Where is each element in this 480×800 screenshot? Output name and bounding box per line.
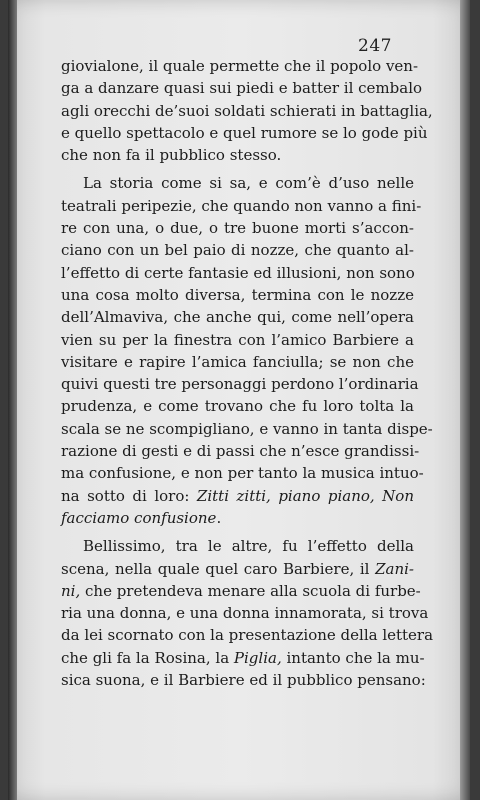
text-line xyxy=(61,647,425,669)
text-line xyxy=(61,507,414,529)
text-segment: agli orecchi de’suoi soldati schierati in battaglia, xyxy=(61,101,433,120)
page-gutter-shadow xyxy=(8,0,17,800)
text-segment: razione di gesti e di passi che n’esce grandissi- xyxy=(61,442,420,461)
text-segment: re con una, o due, o tre buone morti s’accon- xyxy=(61,219,414,238)
text-segment: da lei scornato con la presentazione della lettera xyxy=(61,626,434,645)
text-segment: che non fa il pubblico stesso. xyxy=(61,146,282,165)
text-line xyxy=(61,373,419,395)
text-line xyxy=(61,77,423,99)
paragraph xyxy=(61,535,434,691)
italic-text: Piglia, xyxy=(233,648,282,667)
text-segment: La storia come si sa, e com’è d’uso nelle xyxy=(83,174,414,193)
text-line xyxy=(61,580,421,602)
text-segment: . xyxy=(216,508,222,527)
text-segment: Bellissimo, tra le altre, fu l’effetto della xyxy=(83,537,414,556)
text-segment: prudenza, e come trovano che fu loro tolta la xyxy=(61,397,414,416)
page-edge-shadow xyxy=(460,0,470,800)
book-page xyxy=(8,0,470,800)
paragraph xyxy=(61,172,433,529)
text-segment: vien su per la finestra con l’amico Barbiere a xyxy=(61,330,414,349)
text-segment: che pretendeva menare alla scuola di furbe- xyxy=(80,581,421,600)
text-segment: na sotto di loro: xyxy=(61,486,197,505)
text-segment: teatrali peripezie, che quando non vanno a fini- xyxy=(61,196,422,215)
italic-text: Zani- xyxy=(375,559,414,578)
text-line xyxy=(61,329,414,351)
text-line xyxy=(61,144,414,166)
text-segment: ria una donna, e una donna innamorata, si trova xyxy=(61,604,429,623)
text-line xyxy=(61,172,414,194)
italic-text: Zitti zitti, piano piano, Non xyxy=(196,486,414,505)
text-line xyxy=(61,485,414,507)
text-line xyxy=(61,100,433,122)
text-line xyxy=(61,351,414,373)
text-segment: ciano con un bel paio di nozze, che quanto al- xyxy=(61,241,414,260)
page-number: 247 xyxy=(358,36,392,56)
text-segment: e quello spettacolo e quel rumore se lo gode più xyxy=(61,123,428,142)
text-segment: una cosa molto diversa, termina con le nozze xyxy=(61,285,414,304)
text-line xyxy=(61,195,422,217)
text-line xyxy=(61,55,419,77)
text-line xyxy=(61,217,414,239)
text-line xyxy=(61,462,424,484)
text-line xyxy=(61,624,434,646)
text-line xyxy=(61,395,414,417)
text-line xyxy=(61,558,414,580)
text-segment: ga a danzare quasi sui piedi e batter il cembalo xyxy=(61,79,423,98)
text-segment: quivi questi tre personaggi perdono l’ordinaria xyxy=(61,375,419,394)
text-segment: ma confusione, e non per tanto la musica intuo- xyxy=(61,464,424,483)
text-line xyxy=(61,306,414,328)
text-line xyxy=(61,602,429,624)
text-line xyxy=(61,262,414,284)
text-segment: dell’Almaviva, che anche qui, come nell’opera xyxy=(61,308,414,327)
text-line xyxy=(61,440,420,462)
text-line xyxy=(61,535,414,557)
text-segment: l’effetto di certe fantasie ed illusioni, non sono xyxy=(61,263,415,282)
paragraph xyxy=(61,55,433,166)
text-segment: sica suona, e il Barbiere ed il pubblico pensano: xyxy=(61,671,426,690)
text-segment: giovialone, il quale permette che il popolo ven- xyxy=(61,57,419,75)
body-text xyxy=(61,55,434,691)
text-segment: intanto che la mu- xyxy=(281,648,425,667)
text-line xyxy=(61,239,414,261)
text-segment: visitare e rapire l’amica fanciulla; se non che xyxy=(61,352,414,371)
italic-text: facciamo confusione xyxy=(61,508,217,527)
text-segment: scala se ne scompigliano, e vanno in tanta dispe- xyxy=(61,419,433,438)
text-segment: che gli fa la Rosina, la xyxy=(61,648,234,667)
text-segment: scena, nella quale quel caro Barbiere, il xyxy=(61,559,376,578)
italic-text: ni, xyxy=(61,581,81,600)
text-line xyxy=(61,284,414,306)
text-line xyxy=(61,418,433,440)
text-line xyxy=(61,669,426,691)
text-line xyxy=(61,122,428,144)
